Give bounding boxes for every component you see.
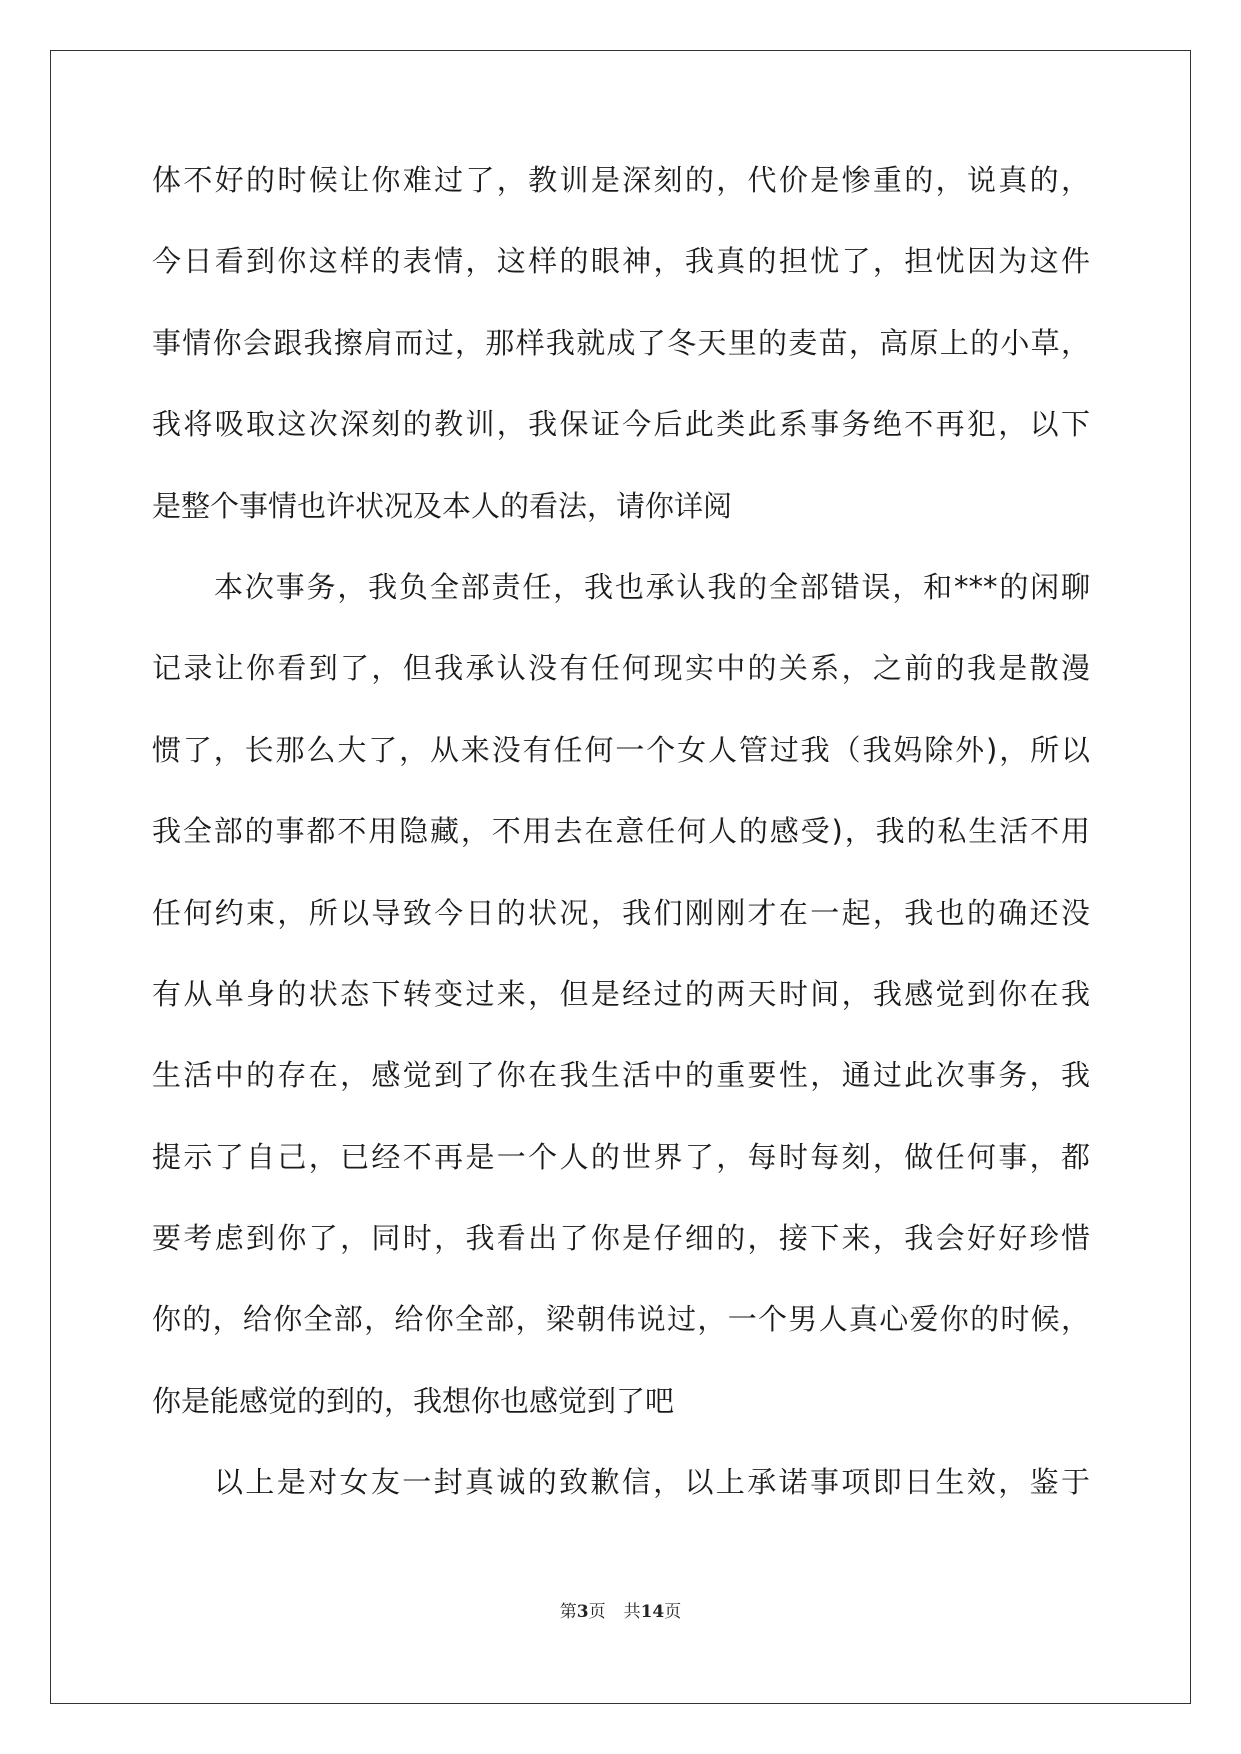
text-line: 体不好的时候让你难过了，教训是深刻的，代价是惨重的，说真的， <box>152 163 1090 197</box>
text-line-first: 本次事务，我负全部责任，我也承认我的全部错误，和***的闲聊 <box>214 569 1090 604</box>
page-suffix: 页 <box>588 1602 606 1622</box>
text-line: 任何约束，所以导致今日的状况，我们刚刚才在一起，我也的确还没 <box>152 895 1090 930</box>
text-line-last: 你是能感觉的到的，我想你也感觉到了吧 <box>152 1383 675 1418</box>
paragraph <box>152 160 1090 567</box>
page-footer <box>0 1600 1241 1624</box>
paragraph <box>152 1462 1090 1543</box>
page-number: 3 <box>576 1602 589 1622</box>
paragraph <box>152 567 1090 1462</box>
text-line: 你的，给你全部，给你全部，梁朝伟说过，一个男人真心爱你的时候， <box>152 1302 1090 1337</box>
text-line: 记录让你看到了，但我承认没有任何现实中的关系，之前的我是散漫 <box>152 651 1090 686</box>
page-prefix: 第 <box>559 1602 577 1622</box>
text-line: 今日看到你这样的表情，这样的眼神，我真的担忧了，担忧因为这件 <box>152 244 1090 279</box>
text-line-first: 以上是对女友一封真诚的致歉信，以上承诺事项即日生效，鉴于 <box>214 1465 1090 1500</box>
text-line: 我全部的事都不用隐藏，不用去在意任何人的感受)，我的私生活不用 <box>152 814 1090 849</box>
text-line-last: 是整个事情也许状况及本人的看法，请你详阅 <box>152 488 733 523</box>
text-line: 提示了自己，已经不再是一个人的世界了，每时每刻，做任何事，都 <box>152 1139 1090 1174</box>
text-line: 事情你会跟我擦肩而过，那样我就成了冬天里的麦苗，高原上的小草， <box>152 325 1090 360</box>
text-line: 生活中的存在，感觉到了你在我生活中的重要性，通过此次事务，我 <box>152 1058 1090 1093</box>
total-pages: 14 <box>640 1602 665 1622</box>
text-line: 有从单身的状态下转变过来，但是经过的两天时间，我感觉到你在我 <box>152 976 1090 1011</box>
text-line: 要考虑到你了，同时，我看出了你是仔细的，接下来，我会好好珍惜 <box>152 1221 1090 1256</box>
text-line: 惯了，长那么大了，从来没有任何一个女人管过我（我妈除外)，所以 <box>152 732 1090 767</box>
text-line: 我将吸取这次深刻的教训，我保证今后此类此系事务绝不再犯，以下 <box>152 407 1090 442</box>
total-suffix: 页 <box>664 1602 682 1622</box>
total-prefix: 共 <box>623 1602 641 1622</box>
document-body <box>152 160 1090 1544</box>
